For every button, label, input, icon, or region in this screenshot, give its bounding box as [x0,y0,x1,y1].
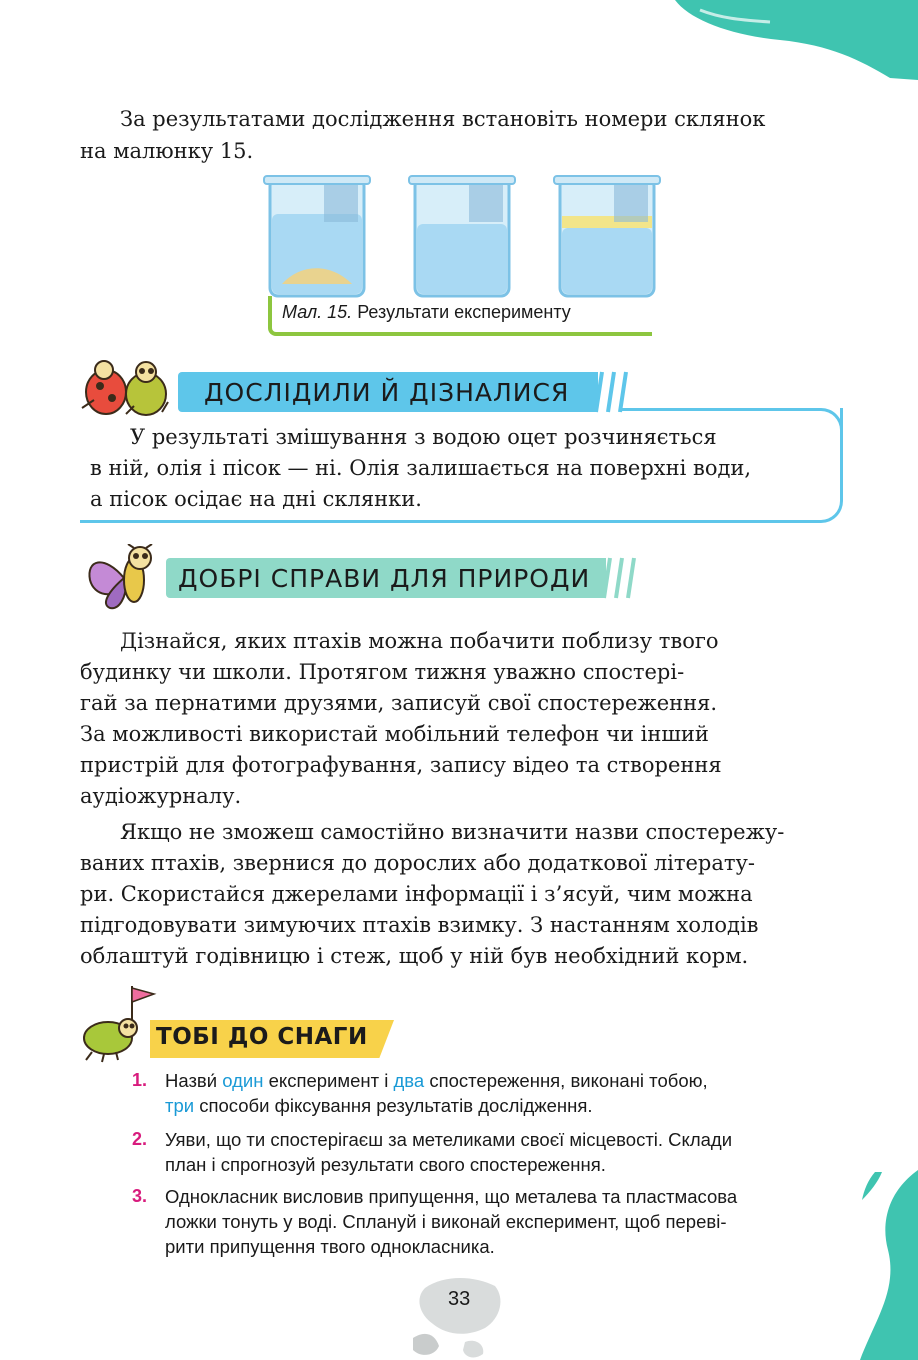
good-deeds-line: Якщо не зможеш самостійно визначити назви спостережу- [120,820,785,844]
task-3-line-2: ложки тонуть у воді. Сплануй і виконай експеримент, щоб переві- [165,1211,727,1232]
tasks-title: ТОБІ ДО СНАГИ [156,1024,368,1050]
figure-label: Мал. 15. [282,302,353,322]
learned-title: ДОСЛІДИЛИ Й ДІЗНАЛИСЯ [204,378,570,407]
good-deeds-line: аудіожурналу. [80,784,242,808]
banner-stripes-2 [604,556,644,600]
beaker-dissolved [409,176,515,296]
figure-caption [282,302,571,323]
intro-line-1: За результатами дослідження встановіть номери склянок [120,107,766,131]
good-deeds-title: ДОБРІ СПРАВИ ДЛЯ ПРИРОДИ [178,564,591,593]
task-2-line-2: план і спрогнозуй результати свого спостереження. [165,1154,606,1175]
good-deeds-line: гай за пернатими друзями, записуй свої спостереження. [80,691,718,715]
task-3-line-3: рити припущення твого однокласника. [165,1236,495,1257]
learned-line-1: У результаті змішування з водою оцет розчиняється [130,425,717,449]
figure-caption-text: Результати експерименту [357,302,571,322]
task-3 [165,1184,855,1259]
beaker-sand [264,176,370,296]
learned-line-3: а пісок осідає на дні склянки. [90,487,422,511]
good-deeds-line: ваних птахів, звернися до дорослих або додаткової літерату- [80,851,755,875]
task-1 [165,1068,855,1118]
good-deeds-line: підгодовувати зимуючих птахів взимку. З настанням холодів [80,913,759,937]
task-number-3: 3. [132,1186,148,1206]
decorative-corner-top [660,0,918,80]
task-3-line-1: Однокласник висловив припущення, що металева та пластмасова [165,1186,738,1207]
good-deeds-line: Дізнайся, яких птахів можна побачити поблизу твого [120,629,719,653]
butterfly-mascot-icon [84,544,174,610]
task-2-line-1: Уяви, що ти спостерігаєш за метеликами своєї місцевості. Склади [165,1129,733,1150]
beaker-oil [554,176,660,296]
beakers-illustration [260,172,670,302]
good-deeds-line: облаштуй годівницю і стеж, щоб у ній був необхідний корм. [80,944,749,968]
task-1-line-1: Назви́ один експеримент і два спостереження, виконані тобою, [165,1070,708,1091]
page-number: 33 [448,1288,471,1310]
flag-bug-mascot-icon [78,984,158,1064]
task-1-line-2: три способи фіксування результатів дослідження. [165,1095,593,1116]
task-number-2: 2. [132,1129,148,1149]
task-number-1: 1. [132,1070,148,1090]
good-deeds-para-1 [80,626,844,812]
task-2 [165,1127,855,1177]
good-deeds-line: ри. Скористайся джерелами інформації і з’ясуй, чим можна [80,882,753,906]
good-deeds-line: За можливості використай мобільний телефон чи інший [80,722,709,746]
intro-line-2: на малюнку 15. [80,139,254,163]
page-number-splash [405,1268,515,1360]
good-deeds-para-2 [80,817,844,972]
good-deeds-line: пристрій для фотографування, запису відео та створення [80,753,722,777]
good-deeds-line: будинку чи школи. Протягом тижня уважно спостері- [80,660,685,684]
learned-line-2: в ній, олія і пісок — ні. Олія залишається на поверхні води, [90,456,752,480]
